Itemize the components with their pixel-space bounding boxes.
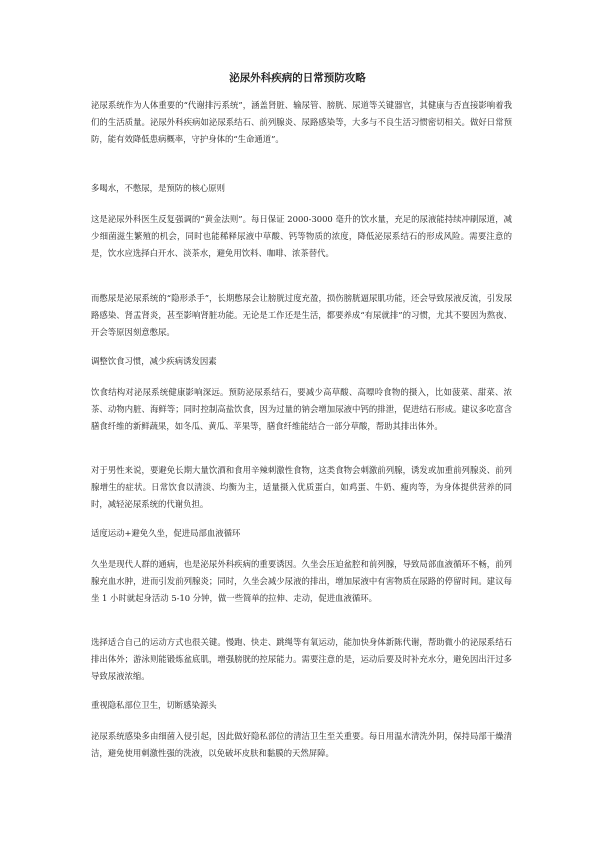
paragraph-urine-holding: 而憋尿是泌尿系统的“隐形杀手”，长期憋尿会让膀胱过度充盈，损伤膀胱逼尿肌功能，还会导致尿液反流，引发尿路感染、肾盂肾炎，甚至影响肾脏功能。无论是工作还是生活，都要养成“有尿就排”的习惯，尤其不要因为熬夜、开会等原因刻意憋尿。 <box>91 293 512 338</box>
intro-paragraph: 泌尿系统作为人体重要的“代谢排污系统”，涵盖肾脏、输尿管、膀胱、尿道等关键器官，其健康与否直接影响着我们的生活质量。泌尿外科疾病如泌尿系结石、前列腺炎、尿路感染等，大多与不良生活习惯密切相关。做好日常预防，能有效降低患病概率，守护身体的“生命通道”。 <box>91 100 512 145</box>
paragraph-hydration: 这是泌尿外科医生反复强调的“黄金法则”。每日保证 2000-3000 毫升的饮水量，充足的尿液能持续冲刷尿道，减少细菌滋生繁殖的机会，同时也能稀释尿液中草酸、钙等物质的浓度，降低泌尿系结石的形成风险。需要注意的是，饮水应选择白开水、淡茶水，避免用饮料、咖啡、浓茶替代。 <box>91 214 512 259</box>
paragraph-exercise: 选择适合自己的运动方式也很关键。慢跑、快走、跳绳等有氧运动，能加快身体新陈代谢，帮助微小的泌尿系结石排出体外；游泳则能锻炼盆底肌，增强膀胱的控尿能力。需要注意的是，运动后要及时补充水分，避免因出汗过多导致尿液浓缩。 <box>91 637 512 682</box>
paragraph-diet: 饮食结构对泌尿系统健康影响深远。预防泌尿系结石，要减少高草酸、高嘌呤食物的摄入，比如菠菜、甜菜、浓茶、动物内脏、海鲜等；同时控制高盐饮食，因为过量的钠会增加尿液中钙的排泄，促进结石形成。建议多吃富含膳食纤维的新鲜蔬果，如冬瓜、黄瓜、苹果等，膳食纤维能结合一部分草酸，帮助其排出体外。 <box>91 387 512 432</box>
paragraph-male-diet: 对于男性来说，要避免长期大量饮酒和食用辛辣刺激性食物，这类食物会刺激前列腺，诱发或加重前列腺炎、前列腺增生的症状。日常饮食以清淡、均衡为主，适量摄入优质蛋白，如鸡蛋、牛奶、瘦肉等，为身体提供营养的同时，减轻泌尿系统的代谢负担。 <box>91 465 512 510</box>
section-heading-exercise: 适度运动+避免久坐，促进局部血液循环 <box>91 528 241 538</box>
section-heading-hygiene: 重视隐私部位卫生，切断感染源头 <box>91 700 217 710</box>
document-title: 泌尿外科疾病的日常预防攻略 <box>229 72 366 84</box>
paragraph-hygiene: 泌尿系统感染多由细菌入侵引起，因此做好隐私部位的清洁卫生至关重要。每日用温水清洗外阴，保持局部干燥清洁，避免使用刺激性强的洗液，以免破坏皮肤和黏膜的天然屏障。 <box>91 731 512 759</box>
section-heading-hydration: 多喝水，不憋尿，是预防的核心原则 <box>91 183 225 193</box>
paragraph-sedentary: 久坐是现代人群的通病，也是泌尿外科疾病的重要诱因。久坐会压迫盆腔和前列腺，导致局部血液循环不畅，前列腺充血水肿，进而引发前列腺炎；同时，久坐会减少尿液的排出，增加尿液中有害物质在尿路的停留时间。建议每坐 1 小时就起身活动 5-10 分钟，做一些简单的拉伸、走动，促进血液循环。 <box>91 559 512 604</box>
section-heading-diet: 调整饮食习惯，减少疾病诱发因素 <box>91 356 217 366</box>
